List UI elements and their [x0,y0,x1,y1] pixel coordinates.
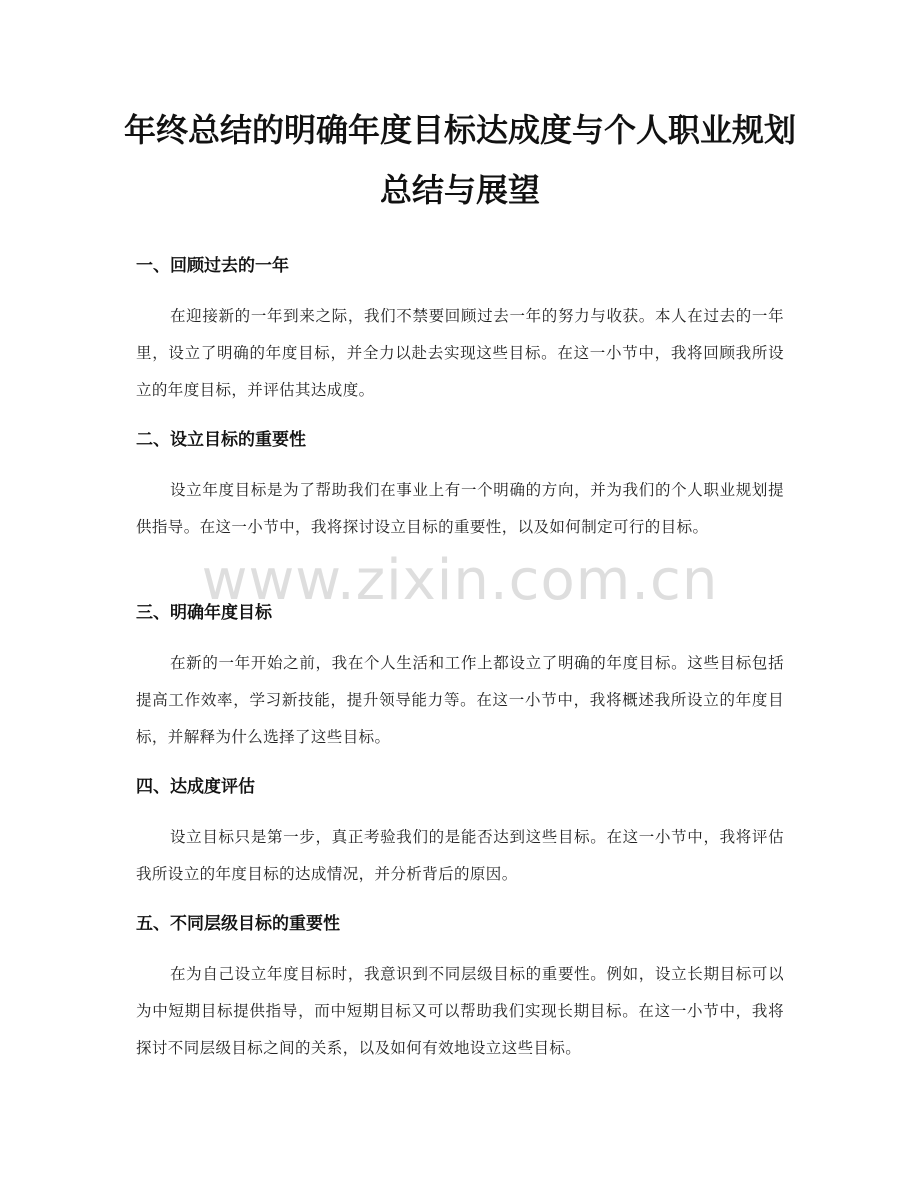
section-heading-1: 一、回顾过去的一年 [136,256,289,276]
section-body-3: 在新的一年开始之前，我在个人生活和工作上都设立了明确的年度目标。这些目标包括提高工作效率，学习新技能，提升领导能力等。在这一小节中，我将概述我所设立的年度目标，并解释为什么选择了这些目标。 [136,654,784,746]
section-heading-2: 二、设立目标的重要性 [136,430,306,450]
section-body-5: 在为自己设立年度目标时，我意识到不同层级目标的重要性。例如，设立长期目标可以为中短期目标提供指导，而中短期目标又可以帮助我们实现长期目标。在这一小节中，我将探讨不同层级目标之间的关系，以及如何有效地设立这些目标。 [136,965,784,1057]
section-body-4: 设立目标只是第一步，真正考验我们的是能否达到这些目标。在这一小节中，我将评估我所设立的年度目标的达成情况，并分析背后的原因。 [136,828,784,883]
section-heading-5: 五、不同层级目标的重要性 [136,914,340,934]
section-body-1: 在迎接新的一年到来之际，我们不禁要回顾过去一年的努力与收获。本人在过去的一年里，设立了明确的年度目标，并全力以赴去实现这些目标。在这一小节中，我将回顾我所设立的年度目标，并评估其达成度。 [136,307,784,399]
section-body-2: 设立年度目标是为了帮助我们在事业上有一个明确的方向，并为我们的个人职业规划提供指导。在这一小节中，我将探讨设立目标的重要性，以及如何制定可行的目标。 [136,481,784,536]
section-heading-3: 三、明确年度目标 [136,603,272,623]
document-title: 年终总结的明确年度目标达成度与个人职业规划总结与展望 [123,111,796,209]
section-heading-4: 四、达成度评估 [136,777,255,797]
watermark: www.zixin.com.cn [201,548,719,613]
